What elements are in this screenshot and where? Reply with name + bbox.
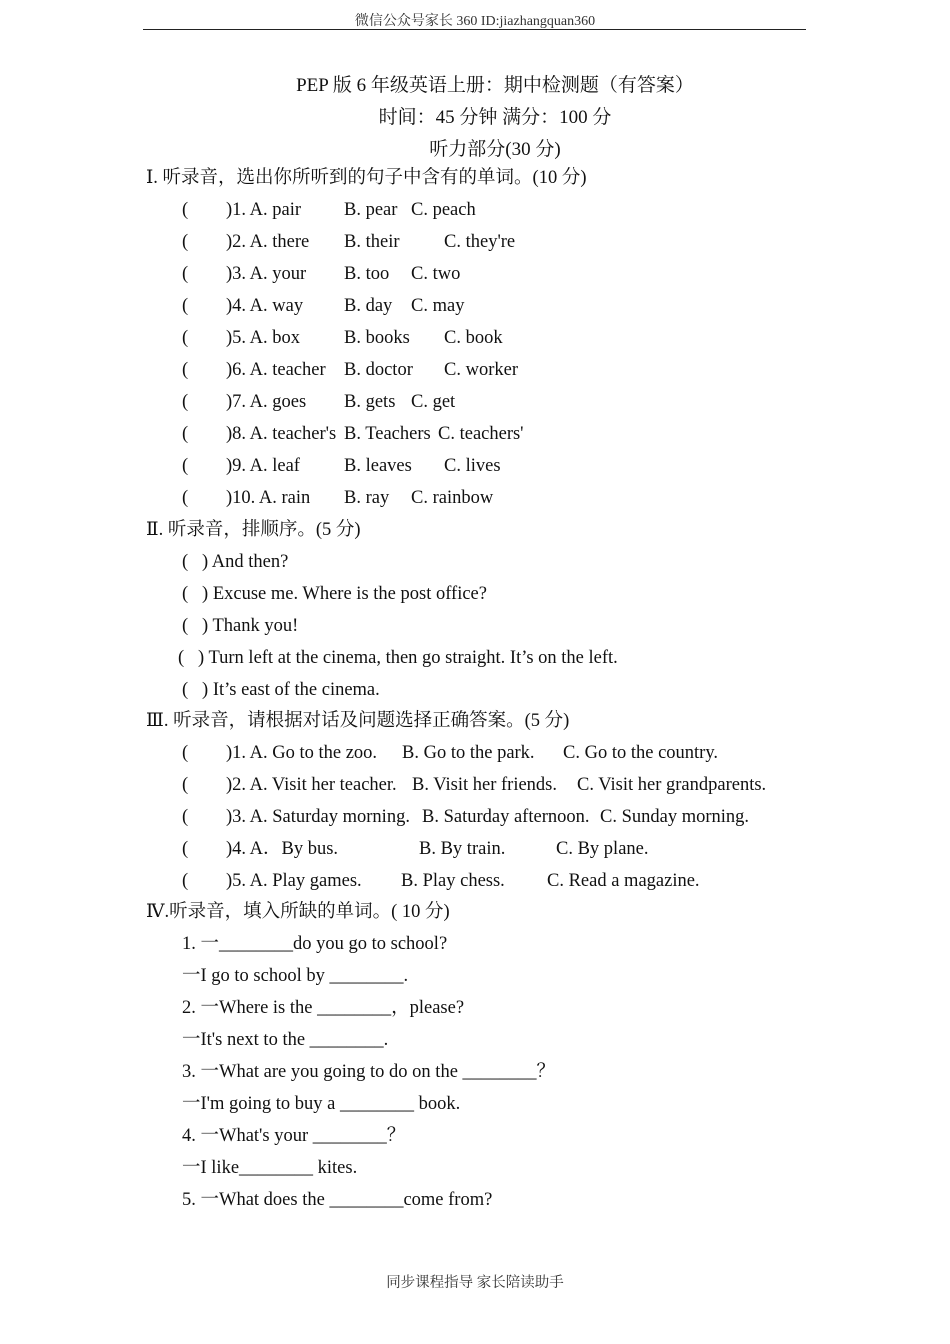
section2-item: ( ) Thank you! — [182, 616, 299, 636]
section4-line: 4. 一What's your ________？ — [182, 1126, 406, 1146]
section3-item: ( )2. A. Visit her teacher. B. Visit her friends. C. Visit her grandparents. — [182, 775, 767, 795]
section3-heading: Ⅲ. 听录音，请根据对话及问题选择正确答案。(5 分) — [146, 711, 570, 731]
section3-item: ( )5. A. Play games. B. Play chess. C. Read a magazine. — [182, 871, 700, 891]
page-footer: 同步课程指导 家长陪读助手 — [386, 1275, 564, 1291]
section1-item: ( )9. A. leaf B. leaves C. lives — [182, 456, 501, 476]
section4-heading: Ⅳ.听录音，填入所缺的单词。( 10 分) — [146, 902, 450, 922]
section1-item: ( )3. A. your B. too C. two — [182, 264, 461, 284]
section1-item: ( )5. A. box B. books C. book — [182, 328, 503, 348]
section4-line: 5. 一What does the ________come from? — [182, 1190, 493, 1210]
section1-item: ( )1. A. pair B. pear C. peach — [182, 200, 476, 220]
section4-line: 一I'm going to buy a ________ book. — [182, 1094, 461, 1114]
section4-line: 一I go to school by ________. — [182, 966, 409, 986]
exam-meta: 时间：45 分钟 满分：100 分 — [378, 107, 612, 128]
section1-item: ( )10. A. rain B. ray C. rainbow — [182, 488, 494, 508]
section2-heading: Ⅱ. 听录音，排顺序。(5 分) — [146, 520, 361, 540]
section4-line: 2. 一Where is the ________，please? — [182, 998, 465, 1018]
section1-heading: Ⅰ. 听录音，选出你所听到的句子中含有的单词。(10 分) — [146, 168, 587, 188]
section4-line: 一It's next to the ________. — [182, 1030, 389, 1050]
section4-line: 3. 一What are you going to do on the ________？ — [182, 1062, 556, 1082]
section1-item: ( )7. A. goes B. gets C. get — [182, 392, 456, 412]
section3-item: ( )1. A. Go to the zoo. B. Go to the park. C. Go to the country. — [182, 743, 719, 763]
section1-item: ( )6. A. teacher B. doctor C. worker — [182, 360, 518, 380]
document-title: PEP 版 6 年级英语上册：期中检测题（有答案） — [296, 75, 694, 96]
section3-item: ( )4. A．By bus. B. By train. C. By plane. — [182, 839, 649, 859]
section4-line: 一I like________ kites. — [182, 1158, 358, 1178]
section1-item: ( )8. A. teacher's B. Teachers C. teachers' — [182, 424, 524, 444]
header-divider — [143, 29, 806, 30]
section2-item: ( ) It’s east of the cinema. — [182, 680, 380, 700]
section2-item: ( ) Excuse me. Where is the post office? — [182, 584, 487, 604]
section4-line: 1. 一________do you go to school? — [182, 934, 448, 954]
page-header-watermark: 微信公众号家长 360 ID:jiazhangquan360 — [354, 14, 596, 29]
section1-item: ( )2. A. there B. their C. they're — [182, 232, 516, 252]
section1-item: ( )4. A. way B. day C. may — [182, 296, 465, 316]
part-title: 听力部分(30 分) — [429, 139, 561, 160]
section3-item: ( )3. A. Saturday morning. B. Saturday afternoon. C. Sunday morning. — [182, 807, 750, 827]
section2-item: ( ) Turn left at the cinema, then go straight. It’s on the left. — [178, 648, 618, 668]
section2-item: ( ) And then? — [182, 552, 289, 572]
